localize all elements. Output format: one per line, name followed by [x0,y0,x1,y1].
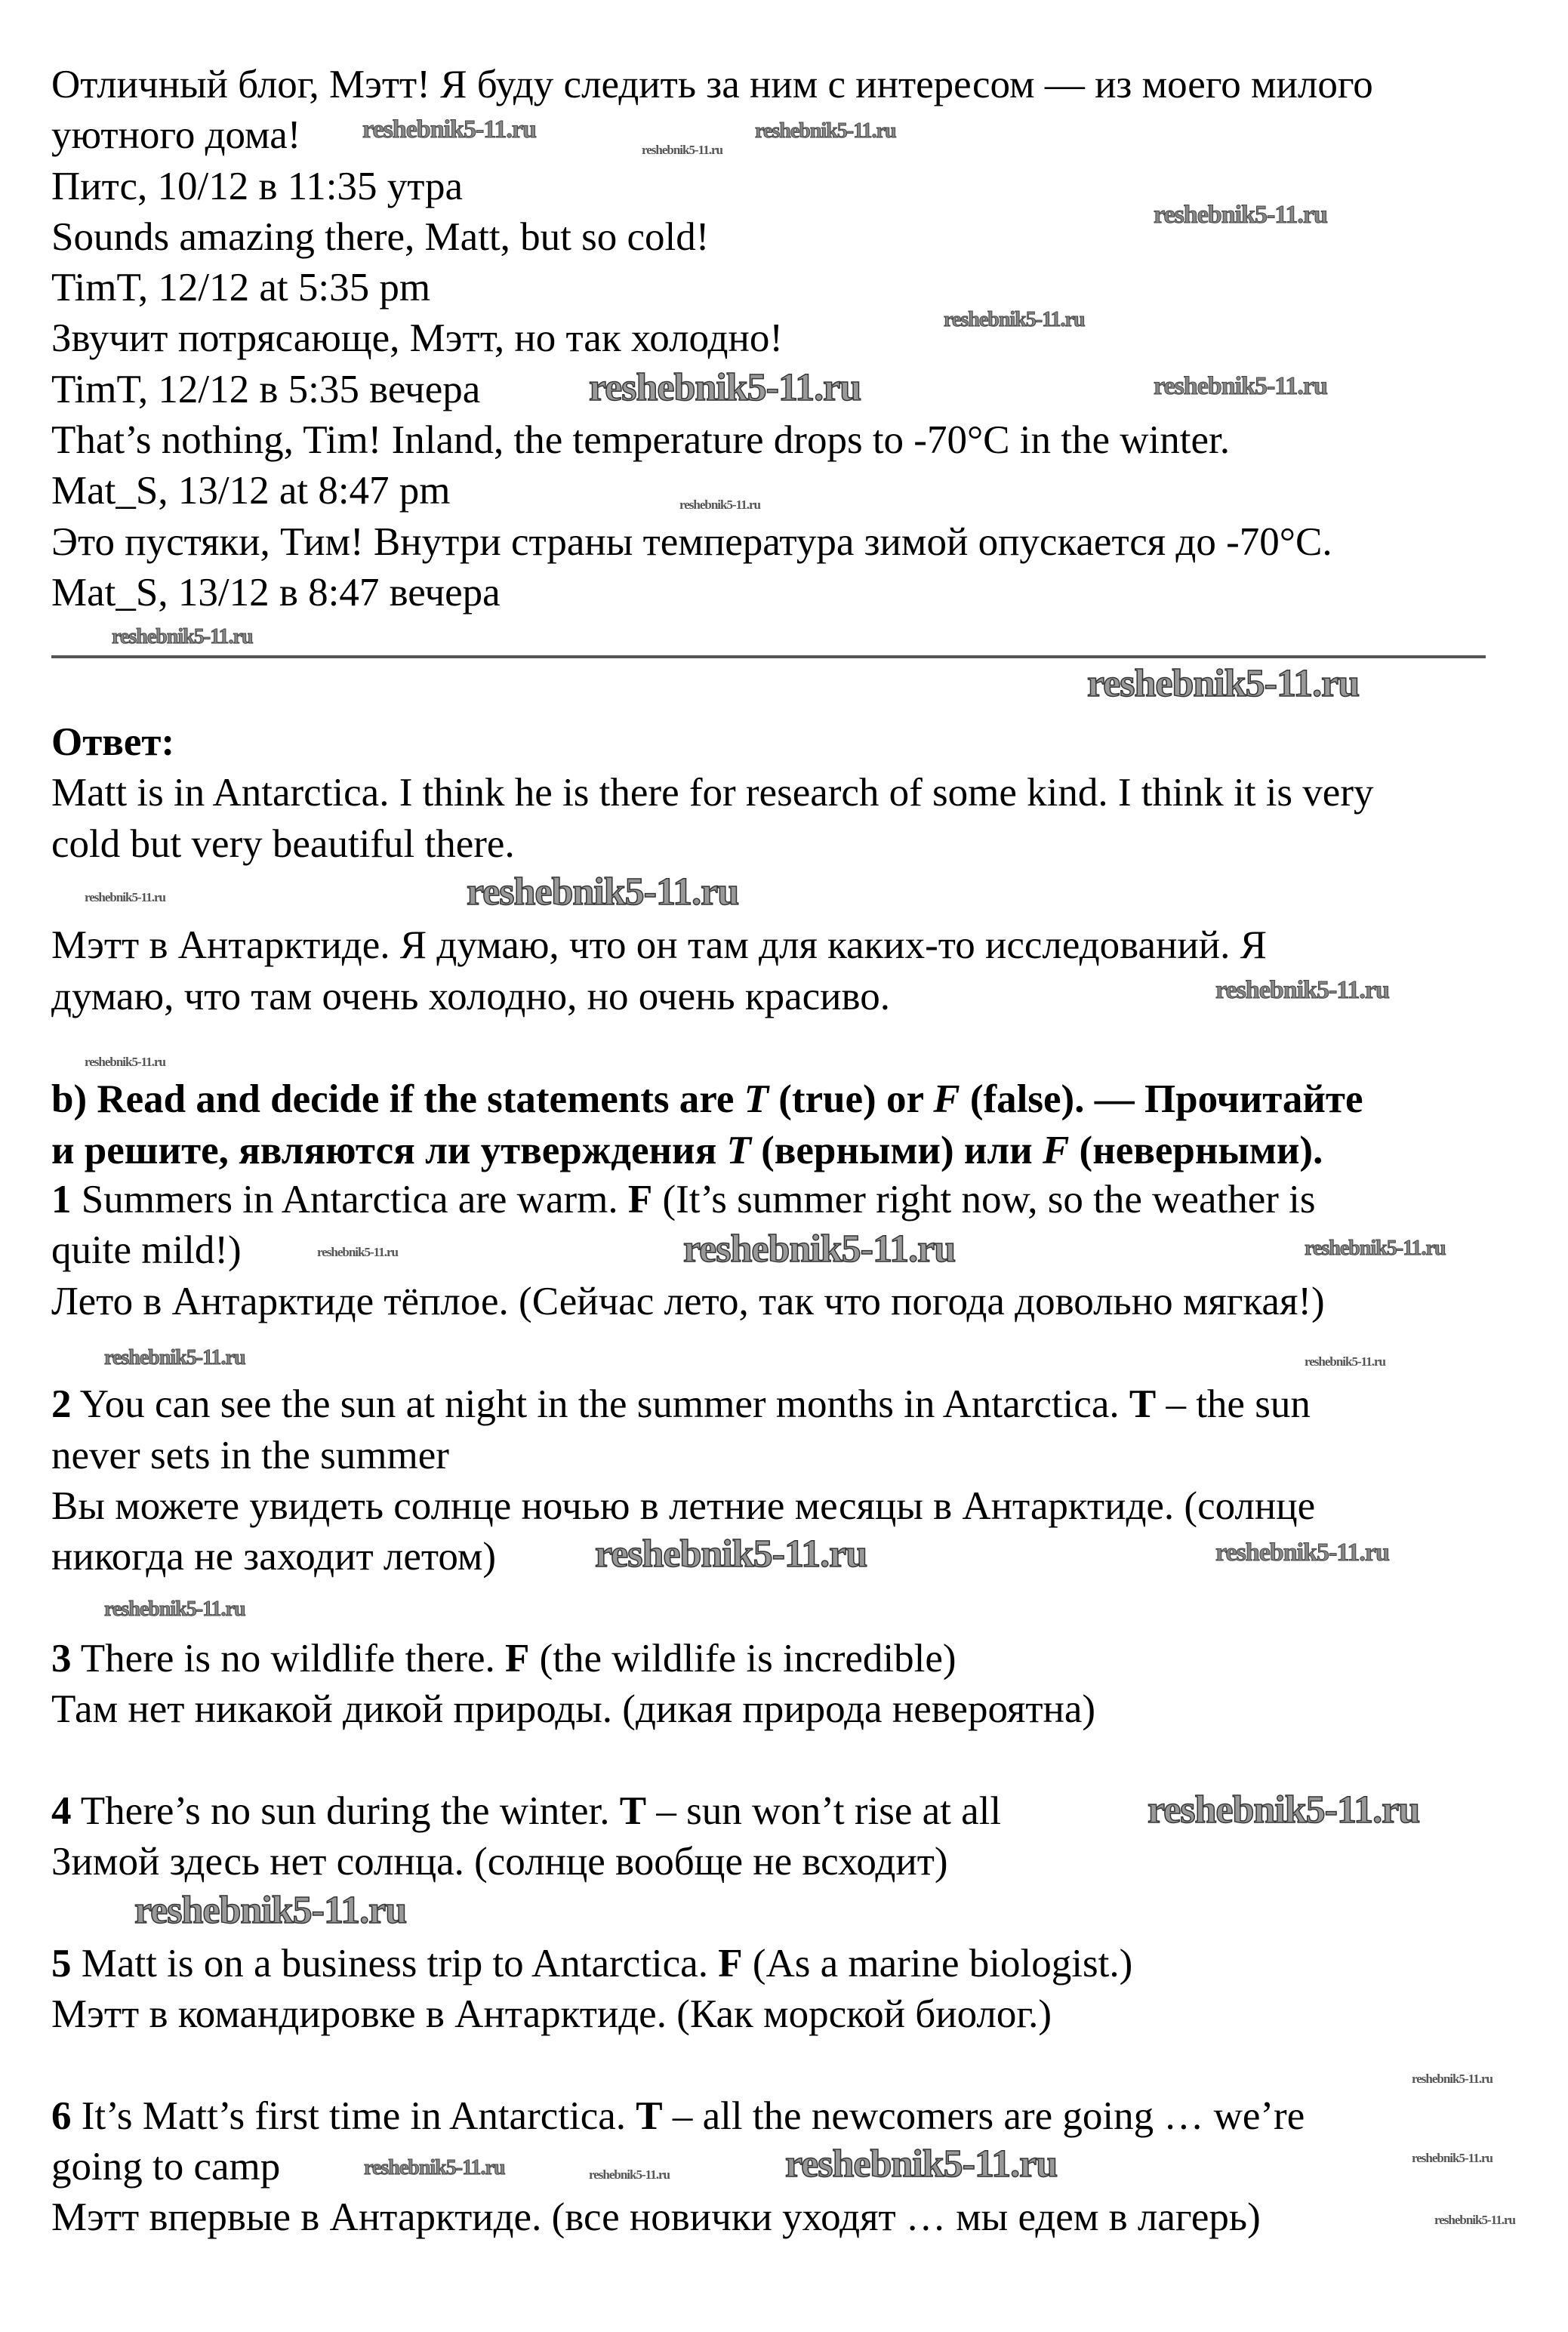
bold-text: 4 [51,1789,72,1833]
text-line [51,212,709,263]
watermark: reshebnik5-11.ru [1305,1237,1446,1260]
text-segment: quite mild!) [51,1228,242,1272]
text-line [51,162,463,212]
text-line [51,313,783,364]
bold-text: 6 [51,2094,72,2138]
watermark: reshebnik5-11.ru [785,2143,1058,2186]
text-line [51,972,890,1022]
watermark: reshebnik5-11.ru [104,1597,245,1621]
text-line [51,1837,948,1887]
watermark: reshebnik5-11.ru [467,870,739,913]
text-line [51,1481,1315,1532]
text-line [51,1074,1363,1125]
text-segment: Вы можете увидеть солнце ночью в летние месяцы в Антарктиде. (солнце [51,1484,1316,1528]
watermark: reshebnik5-11.ru [683,1228,956,1271]
text-segment: Mat_S, 13/12 в 8:47 вечера [51,571,501,615]
text-segment: TimT, 12/12 at 5:35 pm [51,266,431,310]
bold-text: и решите, являются ли утверждения [51,1129,727,1172]
text-segment: There’s no sun during the winter. [71,1789,620,1833]
watermark: reshebnik5-11.ru [589,366,861,409]
bold-text: F [627,1178,653,1221]
watermark: reshebnik5-11.ru [589,2167,670,2182]
text-segment: You can see the sun at night in the summer months in Antarctica. [71,1382,1129,1426]
watermark: reshebnik5-11.ru [1412,2072,1493,2086]
text-segment: cold but very beautiful there. [51,822,515,866]
watermark: reshebnik5-11.ru [1412,2151,1493,2165]
text-segment: (the wildlife is incredible) [529,1637,957,1680]
text-segment: Mat_S, 13/12 at 8:47 pm [51,469,451,513]
text-line [51,1175,1315,1225]
text-segment: Это пустяки, Тим! Внутри страны температура зимой опускается до -70°С. [51,520,1332,564]
text-segment: Там нет никакой дикой природы. (дикая природа невероятна) [51,1687,1096,1731]
text-segment: Matt is on a business trip to Antarctica. [71,1942,719,1985]
watermark: reshebnik5-11.ru [755,119,896,143]
watermark: reshebnik5-11.ru [1154,201,1327,229]
watermark: reshebnik5-11.ru [362,116,536,143]
text-line [51,2142,280,2192]
watermark: reshebnik5-11.ru [1215,976,1389,1004]
text-segment: Мэтт в командировке в Антарктиде. (Как морской биолог.) [51,1992,1052,2036]
watermark: reshebnik5-11.ru [1087,662,1360,705]
text-segment: Мэтт впервые в Антарктиде. (все новички уходят … мы едем в лагерь) [51,2195,1261,2239]
watermark: reshebnik5-11.ru [134,1889,407,1932]
bold-text: T [726,1129,751,1172]
watermark: reshebnik5-11.ru [104,1346,245,1369]
watermark: reshebnik5-11.ru [595,1533,867,1576]
bold-text: T [619,1789,647,1833]
text-segment: Зимой здесь нет солнца. (солнце вообще не всходит) [51,1840,948,1884]
bold-text: 1 [51,1178,72,1221]
text-line [51,1277,1325,1327]
section-divider [51,655,1486,658]
watermark: reshebnik5-11.ru [85,890,165,904]
text-line [51,2192,1261,2243]
text-line [51,1225,242,1276]
text-line [51,1379,1311,1430]
text-segment: Отличный блог, Мэтт! Я буду следить за ним с интересом — из моего милого [51,63,1373,106]
watermark: reshebnik5-11.ru [1154,372,1327,400]
watermark: reshebnik5-11.ru [112,625,253,648]
text-segment: TimT, 12/12 в 5:35 вечера [51,368,481,411]
watermark: reshebnik5-11.ru [1305,1354,1385,1369]
bold-text: T [744,1077,769,1121]
text-segment: That’s nothing, Tim! Inland, the temperature drops to -70°C in the winter. [51,418,1230,462]
text-line [51,110,300,161]
text-line [51,819,515,870]
text-line [51,1634,957,1684]
text-line [51,1684,1095,1735]
bold-text: T [636,2094,663,2138]
watermark: reshebnik5-11.ru [642,143,722,157]
text-segment: Sounds amazing there, Matt, but so cold! [51,215,710,259]
text-segment: Лето в Антарктиде тёплое. (Сейчас лето, так что погода довольно мягкая!) [51,1280,1325,1323]
text-segment: Питс, 10/12 в 11:35 утра [51,165,464,208]
bold-text: (true) or [768,1077,934,1121]
text-line [51,263,430,313]
text-segment: – all the newcomers are going … we’re [662,2094,1305,2138]
text-line [51,2091,1305,2142]
text-line [51,517,1332,568]
bold-text: 3 [51,1637,72,1680]
watermark: reshebnik5-11.ru [1215,1539,1389,1566]
text-segment: Звучит потрясающе, Мэтт, но так холодно! [51,316,784,360]
bold-text: T [1129,1382,1157,1426]
text-segment: – the sun [1156,1382,1311,1426]
watermark: reshebnik5-11.ru [317,1245,398,1259]
text-line [51,415,1230,466]
text-segment: never sets in the summer [51,1434,449,1477]
text-segment: Summers in Antarctica are warm. [71,1178,628,1221]
text-segment: никогда не заходит летом) [51,1535,497,1579]
text-line [51,1786,1001,1837]
text-line [51,1989,1052,2040]
text-line [51,365,480,415]
bold-text: Ответ: [51,720,175,764]
text-segment: There is no wildlife there. [71,1637,505,1680]
text-segment: думаю, что там очень холодно, но очень красиво. [51,975,890,1018]
bold-text: F [718,1942,743,1985]
text-segment: – sun won’t rise at all [646,1789,1002,1833]
bold-text: F [933,1077,960,1121]
watermark: reshebnik5-11.ru [944,308,1085,331]
text-segment: going to camp [51,2145,281,2189]
text-segment: Matt is in Antarctica. I think he is there for research of some kind. I think it is very [51,771,1374,815]
text-line [51,768,1373,818]
bold-text: (верными) или [750,1129,1043,1172]
text-line [51,920,1267,971]
text-segment: (It’s summer right now, so the weather is [652,1178,1316,1221]
bold-text: (неверными). [1069,1129,1323,1172]
bold-text: F [505,1637,530,1680]
text-line [51,1532,496,1582]
watermark: reshebnik5-11.ru [1434,2213,1515,2227]
text-segment: Мэтт в Антарктиде. Я думаю, что он там для каких-то исследований. Я [51,923,1267,967]
bold-text: b) Read and decide if the statements are [51,1077,744,1121]
watermark: reshebnik5-11.ru [85,1055,165,1069]
text-line [51,568,501,618]
watermark: reshebnik5-11.ru [1148,1788,1420,1831]
text-line [51,1431,449,1481]
text-line [51,717,174,768]
text-line [51,60,1373,110]
bold-text: F [1042,1129,1070,1172]
text-line [51,1939,1132,1989]
text-line [51,466,451,516]
text-line [51,1126,1323,1176]
bold-text: 5 [51,1942,72,1985]
bold-text: (false). — Прочитайте [960,1077,1363,1121]
watermark: reshebnik5-11.ru [679,498,760,512]
text-segment: (As a marine biologist.) [742,1942,1133,1985]
text-segment: It’s Matt’s first time in Antarctica. [71,2094,636,2138]
watermark: reshebnik5-11.ru [364,2156,505,2180]
text-segment: уютного дома! [51,113,301,157]
bold-text: 2 [51,1382,72,1426]
